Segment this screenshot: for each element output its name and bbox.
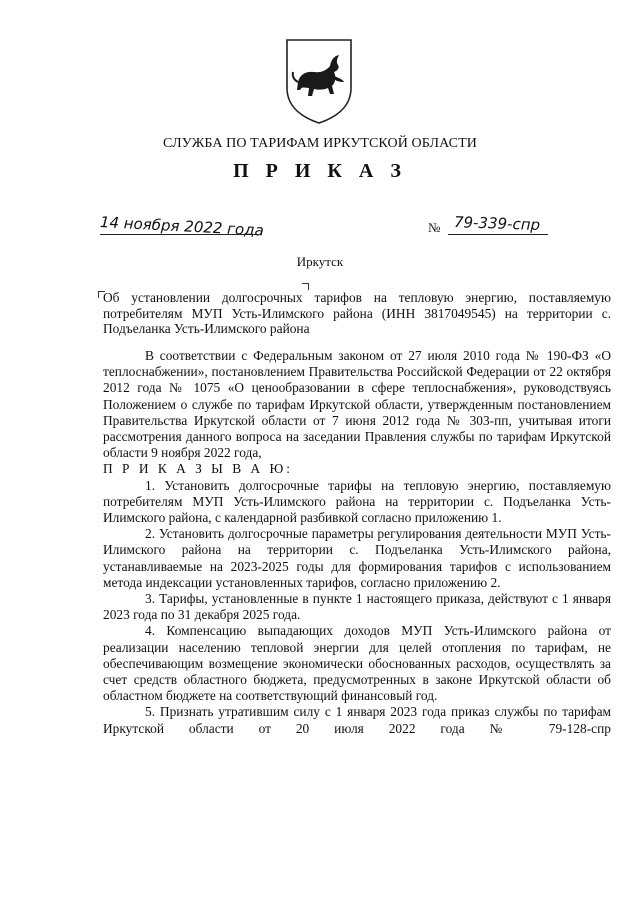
agency-name: СЛУЖБА ПО ТАРИФАМ ИРКУТСКОЙ ОБЛАСТИ (163, 136, 477, 151)
city-name: Иркутск (296, 254, 344, 269)
date-underline (100, 234, 258, 235)
order-item-1: 1. Установить долгосрочные тарифы на тепловую энергию, поставляемую потребителям МУП Усть-Илимского района на территории с. Подъеланка Усть-Илимского района, с календарной разбивкой согласно приложению 1. (103, 477, 611, 526)
handwritten-date: 14 ноября 2022 года (99, 213, 265, 240)
number-underline (448, 234, 548, 235)
coat-of-arms-emblem (284, 38, 354, 124)
order-word: П Р И К А З Ы В А Ю: (103, 461, 293, 477)
order-body (103, 348, 611, 737)
preamble-paragraph: В соответствии с Федеральным законом от 27 июля 2010 года № 190-ФЗ «О теплоснабжении», постановлением Правительства Российской Федерации от 22 октября 2012 года № 1075 «О ценообразовании в сфере теплоснабжения», руководствуясь Положением о службе по тарифам Иркутской области, утвержденным постановлением Правительства Иркутской области от 7 июня 2012 года № 303-пп, учитывая итоги рассмотрения данного вопроса на заседании Правления службы по тарифам Иркутской области 9 ноября 2022 года, (103, 348, 611, 461)
number-sign: № (428, 220, 441, 235)
order-item-5: 5. Признать утратившим силу с 1 января 2023 года приказ службы по тарифам Иркутской области от 20 июля 2022 года № 79-128-спр (103, 704, 611, 736)
order-subject: Об установлении долгосрочных тарифов на тепловую энергию, поставляемую потребителям МУП Усть-Илимского района (ИНН 3817049545) на территории с. Подъеланка Усть-Илимского района (103, 290, 611, 336)
order-item-3: 3. Тарифы, установленные в пункте 1 настоящего приказа, действуют с 1 января 2023 года по 31 декабря 2025 года. (103, 591, 611, 623)
document-type-title: П Р И К А З (233, 160, 407, 182)
subject-corner-mark-right (302, 283, 309, 290)
handwritten-order-number: 79-339-спр (453, 213, 541, 235)
order-item-4: 4. Компенсацию выпадающих доходов МУП Усть-Илимского района от реализации населению тепловой энергии для целей отопления по тарифам, не обеспечивающим возмещение экономически обоснованных расходов, осуществлять за счет средств областного бюджета, предусмотренных в законе Иркутской области об областном бюджете на соответствующий финансовый год. (103, 623, 611, 704)
order-item-2: 2. Установить долгосрочные параметры регулирования деятельности МУП Усть-Илимского района на территории с. Подъеланка Усть-Илимского района, устанавливаемые на 2023-2025 годы для формирования тарифов с использованием метода индексации установленных тарифов, согласно приложению 2. (103, 526, 611, 590)
